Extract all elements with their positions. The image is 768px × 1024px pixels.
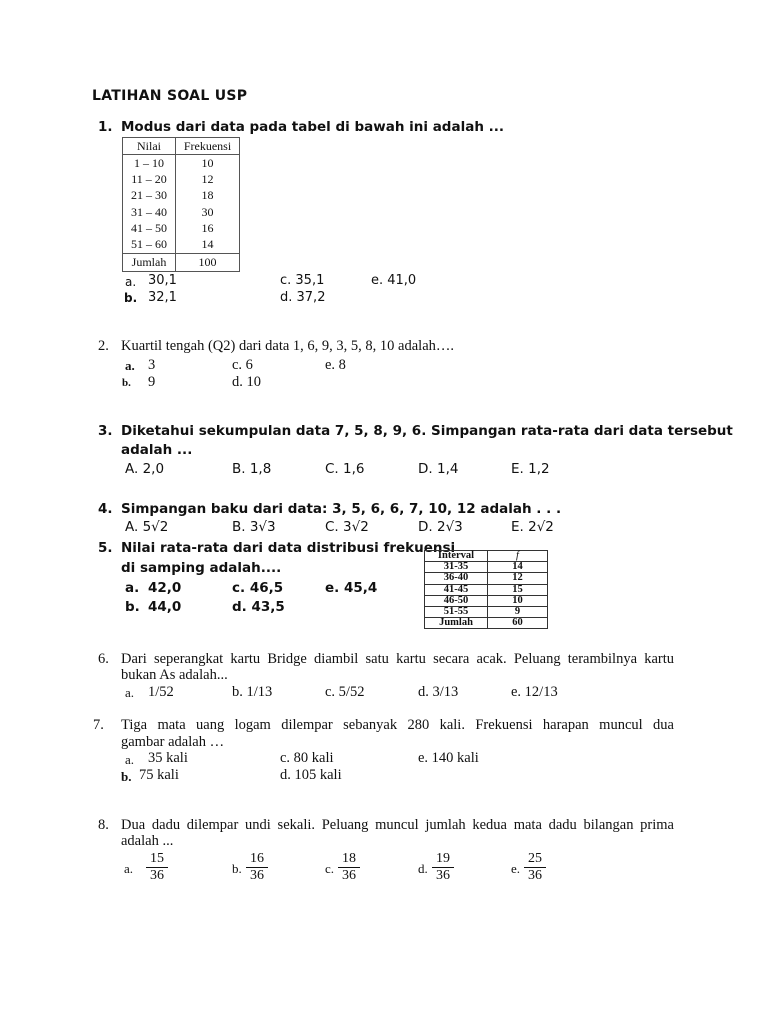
option-b[interactable]: 44,0 [148,599,182,615]
table-cell: 31-35 [425,562,488,573]
table-row [123,188,240,204]
option-b[interactable]: 75 kali [139,767,179,783]
fraction-numerator: 19 [432,851,454,868]
table-row [123,204,240,220]
table-cell: 1 – 10 [123,155,176,172]
option-c[interactable]: c. 46,5 [232,580,284,596]
option-label: d. [418,861,428,876]
table-cell: 10 [201,155,214,170]
table-row [123,155,240,172]
question-number: 2. [98,338,109,354]
option-label: b. [232,861,242,876]
option-b[interactable]: 9 [148,374,156,390]
option-a[interactable]: A. 2,0 [125,461,165,477]
option-d[interactable]: D. 1,4 [418,461,459,477]
option-label: a. [125,580,140,596]
fraction-numerator: 25 [524,851,546,868]
option-c[interactable]: c. 35,1 [280,273,325,288]
option-c-fraction[interactable] [338,851,360,884]
question-text-line-2: di samping adalah.... [121,560,282,576]
option-b[interactable]: 32,1 [148,290,177,305]
table-row [425,606,548,617]
option-label: c. [325,861,335,876]
option-b[interactable]: B. 3√3 [232,519,276,535]
question-text: Modus dari data pada tabel di bawah ini adalah ... [121,119,505,135]
option-label: a. [125,275,137,289]
table-cell: 51-55 [425,606,488,617]
question-text: Simpangan baku dari data: 3, 5, 6, 6, 7, 10, 12 adalah . . . [121,501,562,517]
table-cell: 21 – 30 [123,188,176,204]
table-cell: 46-50 [425,595,488,606]
question-text-line-1: Dua dadu dilempar undi sekali. Peluang muncul jumlah kedua mata dadu bilangan prima [121,817,674,833]
table-header: Nilai [123,138,176,155]
option-b[interactable]: b. 1/13 [232,684,273,700]
question-text-line-2: gambar adalah … [121,734,225,750]
table-cell: 10 [488,595,548,606]
table-cell: 15 [488,584,548,595]
option-a[interactable]: A. 5√2 [125,519,169,535]
table-cell: 30 [201,204,214,219]
question-text-line-1: Dari seperangkat kartu Bridge diambil satu kartu secara acak. Peluang terambilnya kartu [121,651,674,667]
table-row [425,595,548,606]
table-cell: Jumlah [425,618,488,629]
option-label: a. [125,752,135,767]
question-number: 1. [98,119,113,135]
option-d[interactable]: d. 105 kali [280,767,342,783]
question-text-line-2: adalah ... [121,442,193,458]
table-header: Frekuensi [176,138,240,155]
table-header: Interval [425,551,488,562]
option-e[interactable]: e. 12/13 [511,684,558,700]
option-label: b. [122,377,131,389]
option-e[interactable]: E. 1,2 [511,461,550,477]
option-c[interactable]: c. 6 [232,357,253,373]
table-cell: 60 [488,618,548,629]
option-d-fraction[interactable] [432,851,454,884]
option-a[interactable]: 1/52 [148,684,174,700]
fraction-denominator: 36 [342,868,356,883]
option-e[interactable]: e. 8 [325,357,346,373]
option-d[interactable]: d. 43,5 [232,599,285,615]
option-a[interactable]: 42,0 [148,580,182,596]
question-text-line-2: adalah ... [121,833,174,849]
table-cell: Jumlah [123,253,176,271]
table-cell: 11 – 20 [123,171,176,187]
option-label: b. [121,769,132,784]
option-c[interactable]: c. 80 kali [280,750,334,766]
option-c[interactable]: c. 5/52 [325,684,365,700]
table-row [425,584,548,595]
option-b-fraction[interactable] [246,851,268,884]
option-label: b. [124,291,138,305]
question-text-line-1: Diketahui sekumpulan data 7, 5, 8, 9, 6. Simpangan rata-rata dari data tersebut [121,423,733,439]
question-text-line-2: bukan As adalah... [121,667,228,683]
option-label: a. [125,685,135,700]
table-cell: 18 [201,188,214,203]
question-text-line-1: Tiga mata uang logam dilempar sebanyak 280 kali. Frekuensi harapan muncul dua [121,717,674,733]
table-cell: 9 [488,606,548,617]
option-label: a. [124,861,134,876]
option-a[interactable]: 3 [148,357,156,373]
fraction-numerator: 18 [338,851,360,868]
table-row [425,573,548,584]
fraction-denominator: 36 [528,868,542,883]
option-d[interactable]: d. 10 [232,374,261,390]
table-cell: 12 [201,171,214,186]
option-d[interactable]: d. 37,2 [280,290,326,305]
option-d[interactable]: D. 2√3 [418,519,463,535]
table-row [123,220,240,236]
option-d[interactable]: d. 3/13 [418,684,459,700]
table-row [123,236,240,253]
table-row [123,171,240,187]
option-label: b. [125,599,140,615]
page-title: LATIHAN SOAL USP [92,88,248,104]
table-cell: 41-45 [425,584,488,595]
fraction-denominator: 36 [436,868,450,883]
table-cell: 14 [201,237,214,252]
option-a[interactable]: 35 kali [148,750,188,766]
option-e[interactable]: e. 140 kali [418,750,479,766]
question-text-line-1: Nilai rata-rata dari data distribusi frekuensi [121,540,456,556]
table-cell: 12 [488,573,548,584]
fraction-numerator: 16 [246,851,268,868]
question-number: 5. [98,540,113,556]
option-b[interactable]: B. 1,8 [232,461,272,477]
fraction-denominator: 36 [250,868,264,883]
table-cell: 36-40 [425,573,488,584]
question-text: Kuartil tengah (Q2) dari data 1, 6, 9, 3, 5, 8, 10 adalah…. [121,338,455,354]
option-e[interactable]: e. 45,4 [325,580,378,596]
table-total-row [123,253,240,271]
question-number: 8. [98,817,109,833]
table-cell: 41 – 50 [123,220,176,236]
table-total-row [425,618,548,629]
option-e[interactable]: e. 41,0 [371,273,417,288]
question-number: 4. [98,501,113,517]
table-row [425,562,548,573]
fraction-numerator: 15 [146,851,168,868]
option-label: a. [125,358,135,373]
question-number: 3. [98,423,113,439]
table-cell: 51 – 60 [123,236,176,253]
fraction-denominator: 36 [150,868,164,883]
interval-table [424,550,548,629]
table-cell: 100 [176,253,240,271]
option-a[interactable]: 30,1 [148,273,177,288]
option-a-fraction[interactable] [146,851,168,884]
table-cell: 16 [201,220,214,235]
table-cell: 31 – 40 [123,204,176,220]
option-e[interactable]: E. 2√2 [511,519,554,535]
frequency-table [122,137,240,272]
option-c[interactable]: C. 1,6 [325,461,365,477]
table-header: f [488,551,548,562]
question-number: 7. [93,717,104,733]
option-c[interactable]: C. 3√2 [325,519,369,535]
question-number: 6. [98,651,109,667]
option-e-fraction[interactable] [524,851,546,884]
option-label: e. [511,861,521,876]
table-cell: 14 [488,562,548,573]
